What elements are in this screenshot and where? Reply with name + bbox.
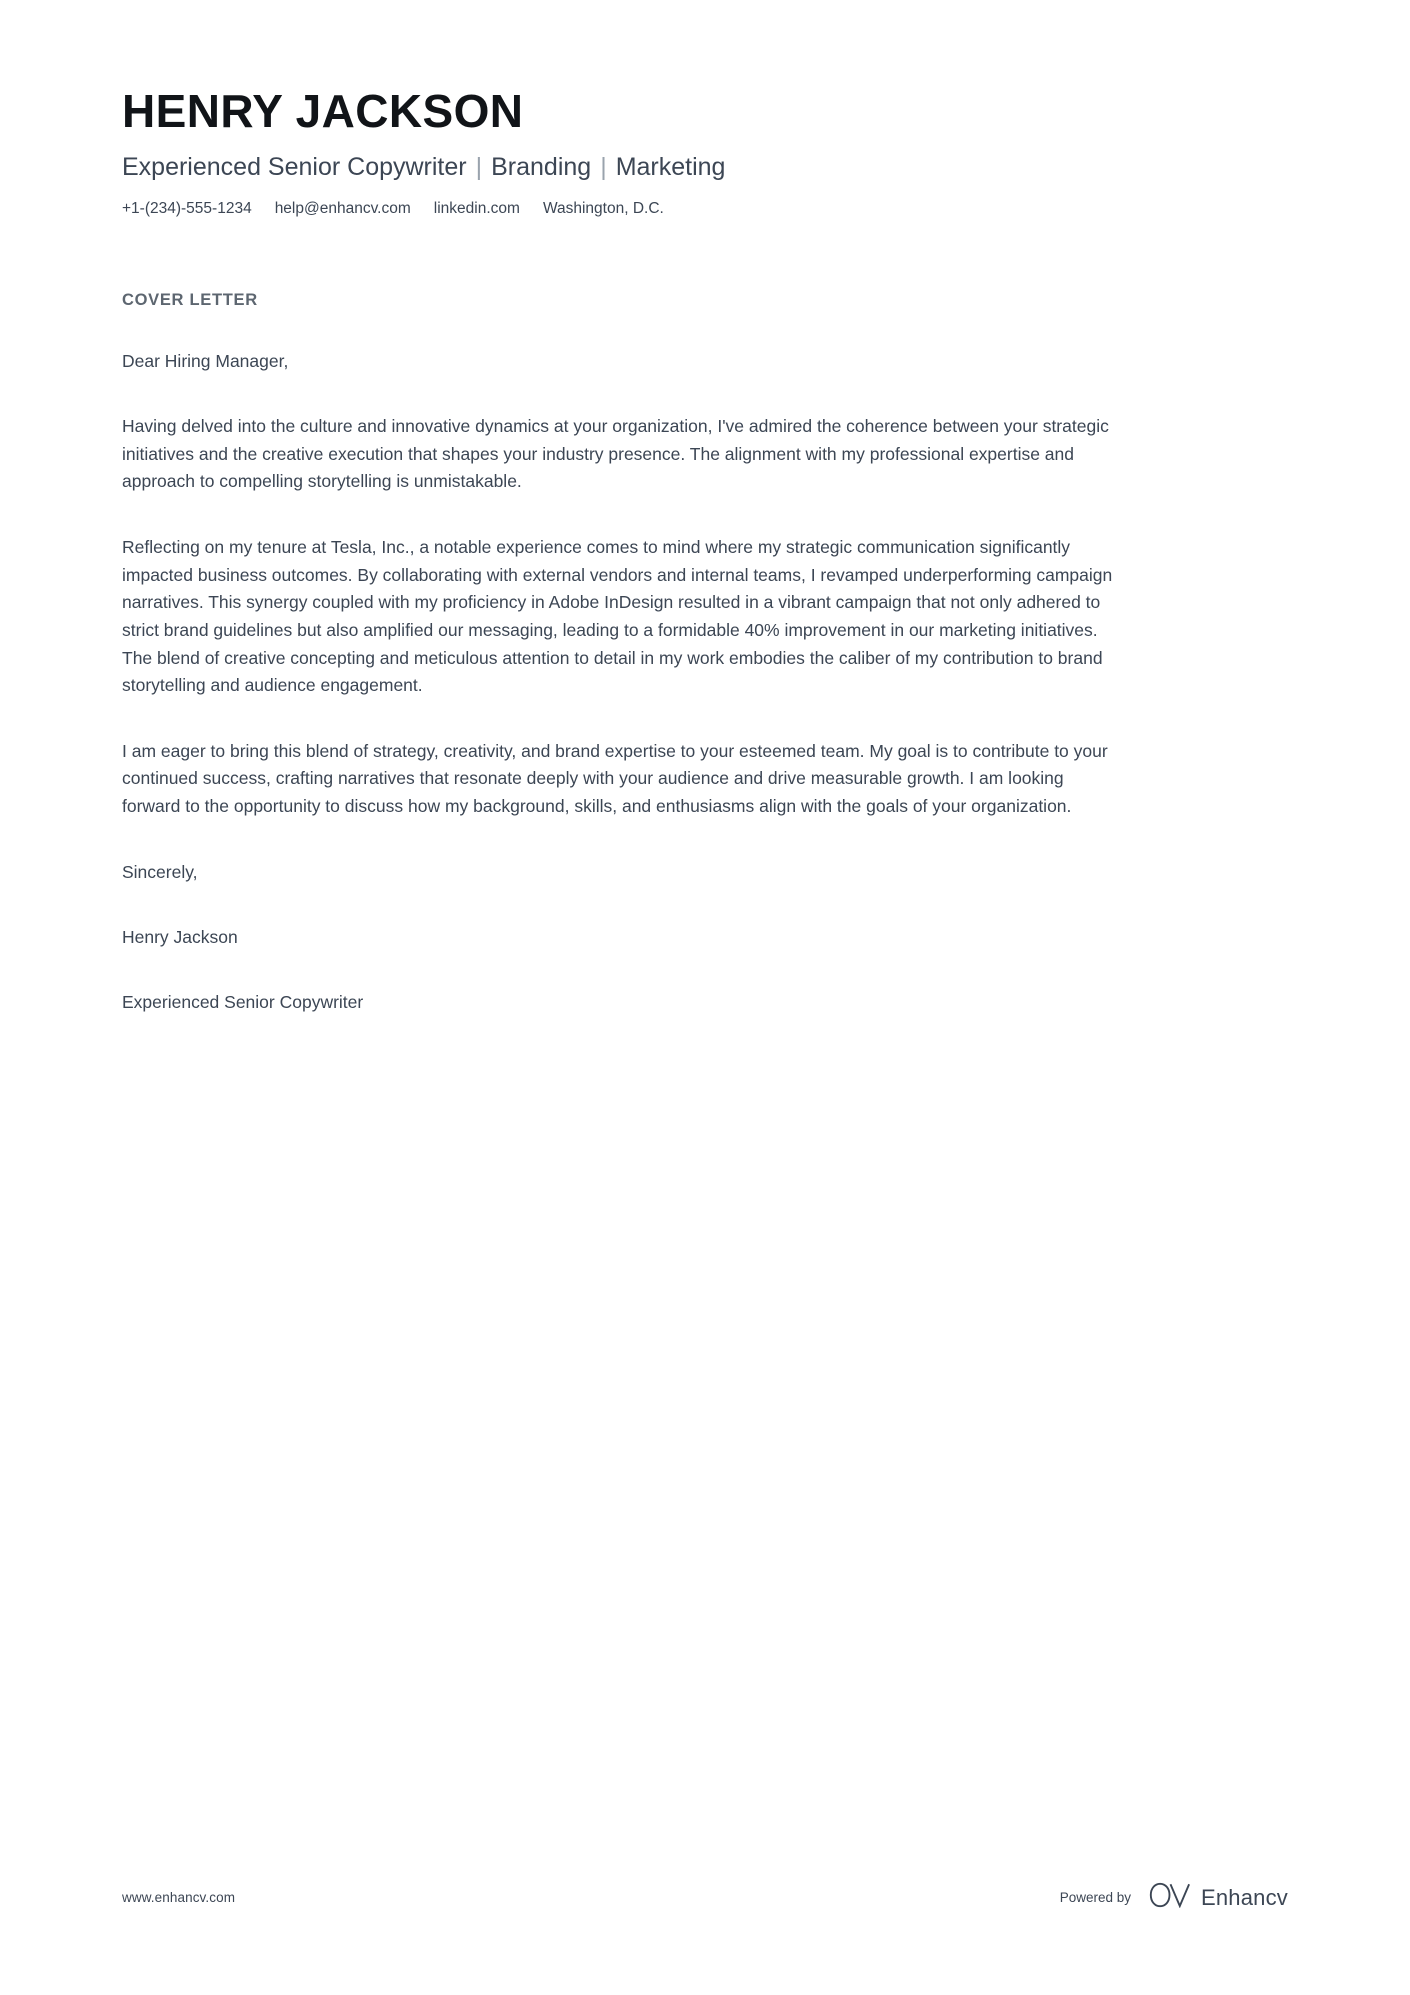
powered-by-label: Powered by [1059,1890,1131,1905]
contact-linkedin[interactable]: linkedin.com [433,199,520,217]
professional-headline [122,152,1288,183]
page-title: HENRY JACKSON [122,85,524,137]
letter-paragraph: I am eager to bring this blend of strategy, creativity, and brand expertise to your esteemed team. My goal is to contribute to your continued success, crafting narratives that resonate deeply with your audience and drive measurable growth. I am looking forward to the opportunity to discuss how my background, skills, and enthusiasms align with the goals of your organization. [122,740,1108,817]
letter-paragraph: Having delved into the culture and innovative dynamics at your organization, I've admired the coherence between your strategic initiatives and the creative execution that shapes your industry presence. The alignment with my professional expertise and approach to compelling storytelling is unmistakable. [122,416,1109,492]
signature-title: Experienced Senior Copywriter [122,991,364,1012]
document-header [122,0,1288,219]
letter-paragraph: Reflecting on my tenure at Tesla, Inc., a notable experience comes to mind where my strategic communication significantly impacted business outcomes. By collaborating with external vendors and internal teams, I revamped underperforming campaign narratives. This synergy coupled with my proficiency in Adobe InDesign resulted in a vibrant campaign that not only adhered to strict brand guidelines but also amplified our messaging, leading to a formidable 40% improvement in our marketing initiatives. The blend of creative concepting and meticulous attention to detail in my work embodies the caliber of my contribution to brand storytelling and audience engagement. [122,536,1113,696]
enhancv-brand-name: Enhancv [1200,1884,1288,1910]
section-title-cover-letter: COVER LETTER [122,290,258,309]
contact-email[interactable]: help@enhancv.com [274,199,411,217]
contact-location: Washington, D.C. [542,199,664,217]
headline-part-marketing: Marketing [615,152,726,181]
headline-part-branding: Branding [491,152,592,181]
letter-salutation: Dear Hiring Manager, [122,350,289,371]
headline-separator: | [475,152,483,181]
headline-separator: | [600,152,607,181]
signature-name: Henry Jackson [122,926,238,947]
contact-info [122,199,1288,219]
page-footer [122,1882,1288,1913]
footer-branding [1060,1882,1288,1913]
letter-closing: Sincerely, [122,861,198,882]
letter-body [122,219,1288,1016]
contact-phone: +1-(234)-555-1234 [122,199,252,217]
headline-part-role: Experienced Senior Copywriter [122,152,467,181]
enhancv-logo-icon [1149,1882,1191,1913]
footer-website-url[interactable]: www.enhancv.com [122,1890,236,1905]
